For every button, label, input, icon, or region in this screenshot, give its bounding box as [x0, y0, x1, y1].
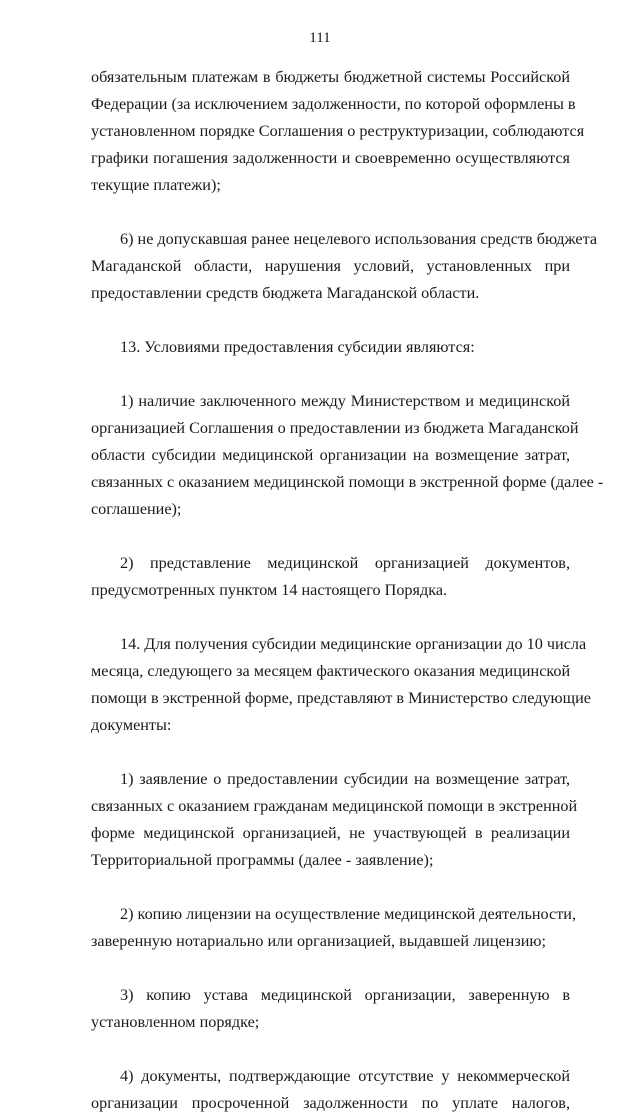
paragraph-gap — [91, 307, 570, 334]
text-line: графики погашения задолженности и своевременно осуществляются — [91, 149, 570, 167]
paragraph — [91, 766, 578, 874]
paragraph — [91, 631, 591, 739]
paragraph — [91, 334, 570, 361]
paragraph-gap — [91, 739, 570, 766]
text-line: установленном порядке; — [91, 1013, 260, 1031]
paragraph-gap — [91, 199, 570, 226]
paragraph — [91, 1063, 570, 1117]
paragraph-gap — [91, 604, 570, 631]
text-line: 2) копию лицензии на осуществление медицинской деятельности, — [120, 905, 577, 923]
text-line: месяца, следующего за месяцем фактического оказания медицинской — [91, 662, 571, 680]
text-line: области субсидии медицинской организации на возмещение затрат, — [91, 446, 570, 464]
text-line: помощи в экстренной форме, представляют в Министерство следующие — [91, 689, 591, 707]
text-line: документы: — [91, 716, 172, 734]
text-line: предусмотренных пунктом 14 настоящего Порядка. — [91, 581, 448, 599]
text-line: установленном порядке Соглашения о реструктуризации, соблюдаются — [91, 122, 585, 140]
text-line: обязательным платежам в бюджеты бюджетной системы Российской — [91, 68, 570, 86]
text-line: заверенную нотариально или организацией, выдавшей лицензию; — [91, 932, 546, 950]
paragraph — [91, 64, 585, 199]
text-line: 1) наличие заключенного между Министерством и медицинской — [120, 392, 570, 410]
paragraph — [91, 550, 570, 604]
text-line: 4) документы, подтверждающие отсутствие у некоммерческой — [120, 1067, 570, 1085]
text-line: предоставлении средств бюджета Магаданской области. — [91, 284, 480, 302]
text-line: организацией Соглашения о предоставлении из бюджета Магаданской — [91, 419, 579, 437]
paragraph — [91, 226, 598, 307]
text-line: 14. Для получения субсидии медицинские организации до 10 числа — [120, 635, 587, 653]
text-line: текущие платежи); — [91, 176, 221, 194]
text-line: форме медицинской организацией, не участвующей в реализации — [91, 824, 570, 842]
text-line: связанных с оказанием гражданам медицинской помощи в экстренной — [91, 797, 578, 815]
document-body — [91, 64, 604, 1117]
paragraph — [91, 388, 604, 523]
text-line: соглашение); — [91, 500, 182, 518]
text-line: 1) заявление о предоставлении субсидии на возмещение затрат, — [120, 770, 570, 788]
text-line: 3) копию устава медицинской организации, заверенную в — [120, 986, 570, 1004]
text-line: 2) представление медицинской организацией документов, — [120, 554, 570, 572]
text-line: Магаданской области, нарушения условий, установленных при — [91, 257, 570, 275]
paragraph-gap — [91, 361, 570, 388]
text-line: 6) не допускавшая ранее нецелевого использования средств бюджета — [120, 230, 598, 248]
text-line: 13. Условиями предоставления субсидии являются: — [120, 338, 475, 356]
paragraph — [91, 982, 570, 1036]
text-line: Территориальной программы (далее - заявление); — [91, 851, 434, 869]
text-line: организации просроченной задолженности по уплате налогов, — [91, 1094, 570, 1112]
paragraph-gap — [91, 523, 570, 550]
paragraph-gap — [91, 874, 570, 901]
text-line: Федерации (за исключением задолженности, по которой оформлены в — [91, 95, 576, 113]
page-number: 111 — [309, 30, 331, 46]
paragraph — [91, 901, 577, 955]
text-line: связанных с оказанием медицинской помощи в экстренной форме (далее - — [91, 473, 604, 491]
paragraph-gap — [91, 1036, 570, 1063]
paragraph-gap — [91, 955, 570, 982]
